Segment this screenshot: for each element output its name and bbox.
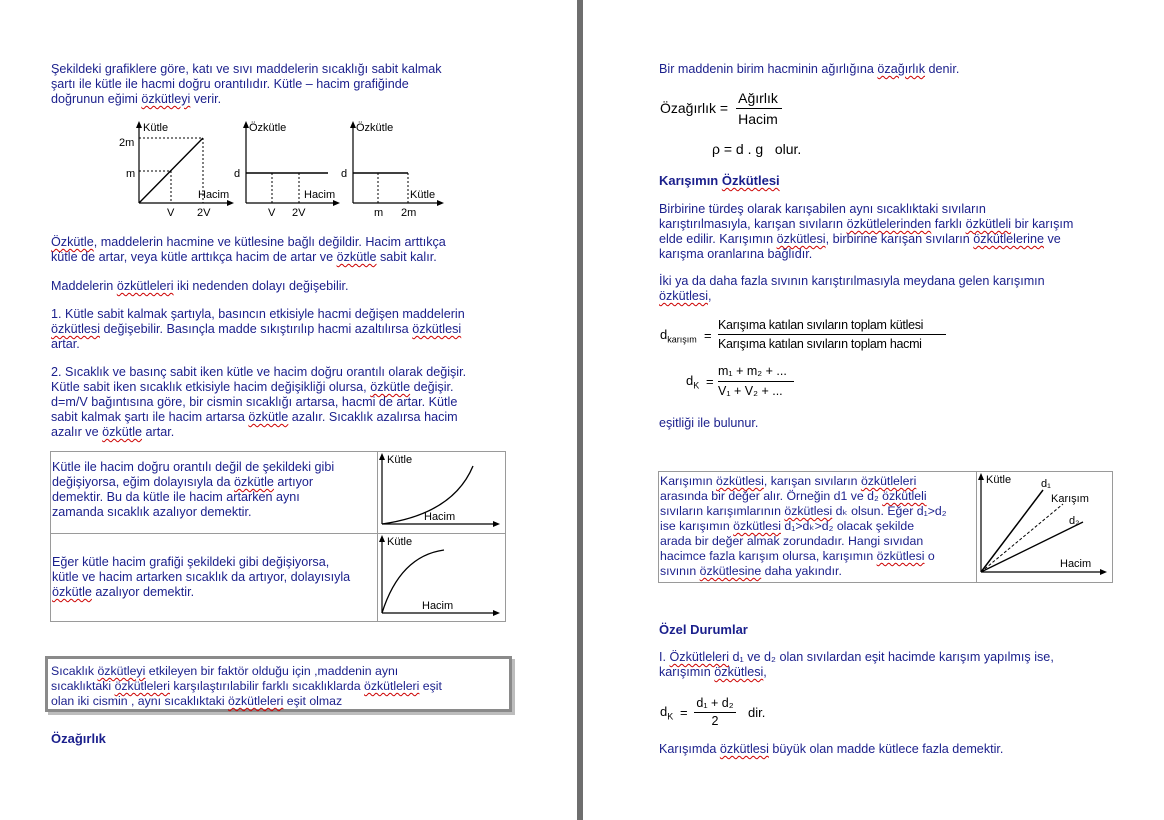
final-statement: Karışımda özkütlesi büyük olan madde kütlece fazla demektir.	[659, 742, 1004, 756]
graph1-ylabel: Kütle	[143, 122, 169, 134]
graph-density-mass	[341, 121, 444, 219]
concave-down-graph	[378, 534, 504, 616]
graph3-ylabel: Özkütle	[356, 122, 394, 134]
curve-table-cell-1: Kütle ile hacim doğru orantılı değil de şekildeki gibi değişiyorsa, eğim dolayısıyla da özkütle artıyor demektir. Bu da kütle ile hacim artarken aynı zamanda sıcaklık azalıyor demektir.	[51, 452, 378, 534]
special-case-1: I. Özkütleleri d₁ ve d₂ olan sıvılardan eşit hacimde karışım yapılmış ise, karışımın özkütlesi,	[659, 650, 1054, 679]
svg-text:Hacim: Hacim	[424, 511, 456, 523]
formula-rho: ρ = d . g olur.	[712, 141, 802, 157]
svg-text:2V: 2V	[197, 207, 211, 219]
mixture-table-graph	[977, 472, 1113, 583]
mixture-density-intro: İki ya da daha fazla sıvının karıştırılmasıyla meydana gelen karışımın özkütlesi,	[659, 274, 1045, 303]
svg-text:2m: 2m	[401, 207, 417, 219]
found-by-equation: eşitliği ile bulunur.	[659, 416, 759, 430]
left-page	[0, 0, 574, 820]
right-page: Bir maddenin birim hacminin ağırlığına özağırlık denir. Özağırlık = Ağırlık Hacim ρ = d . g olur. Karışımın Özkütlesi Birbirine türdeş olarak karışabilen aynı sıcaklıktaki sıvıların karıştırılmasıyla, karışan sıvıların özkütlelerinden farklı özkütleli bir karışım elde edilir. Karışımın özkütlesi, birbirine karışan sıvıların özkütlelerine ve karışma oranlarına bağlıdır. İki ya da daha fazla sıvının karıştırılmasıyla meydana gelen karışımın özkütlesi, $d_{karışım}$ = Karışıma katılan sıvıların toplam kütlesi Karışıma katılan sıvıların toplam hacmi $d_K$ = m₁ + m₂ + ... V₁ + V₂ + ... eşitliği ile bulunur. Karışımın özkütlesi, karışan sıvıların özkütleleri arasında bir değer alır. Örneğin d1 ve d₂ özkütleli sıvıların karışımlarının özkütlesi dₖ olsun. Eğer d₁>d₂ ise karışımın özkütlesi d₁>dₖ>d₂ olacak şekilde arada bir değer almak zorundadır. Hangi sıvıdan hacimce fazla karışım olursa, karışımın özkütlesi o sıvının özkütlesine daha yakındır. Kütle d₁ Karışım d₂ Hacim Özel Durumlar I. Özkütleleri d₁ ve d₂ olan sıvılardan eşit hacimde karışım yapılmış ise, karışımın özkütlesi, $d_K$ = d₁ + d₂ 2 dir. Karışımda özkütlesi büyük olan madde kütlece fazla demektir.	[588, 0, 1164, 820]
concave-up-graph	[378, 452, 504, 528]
paragraph-reason-2: 2. Sıcaklık ve basınç sabit iken kütle ve hacim doğru orantılı olarak değişir. Kütle sabit iken sıcaklık etkisiyle hacim değişikliği olursa, özkütle değişir. d=m/V bağıntısına göre, bir cismin sıcaklığı artarsa, hacmi de artar. Kütle sabit kalmak şartı ile hacim artarsa özkütle azalır. Sıcaklık azalırsa hacim azalır ve özkütle artar.	[51, 365, 467, 439]
heading-specific-weight: Özağırlık	[51, 731, 106, 746]
curve-table-graph-2	[378, 534, 506, 622]
svg-text:d: d	[341, 168, 348, 180]
svg-text:Hacim: Hacim	[422, 600, 454, 612]
heading-mixture-density: Karışımın Özkütlesi	[659, 173, 780, 188]
svg-text:Hacim: Hacim	[1060, 558, 1092, 570]
curve-table-graph-1	[378, 452, 506, 534]
page-gutter	[574, 0, 588, 820]
svg-text:Kütle: Kütle	[387, 536, 413, 548]
svg-text:d₁: d₁	[1041, 478, 1051, 490]
mixture-table-text: Karışımın özkütlesi, karışan sıvıların özkütleleri arasında bir değer alır. Örneğin d1 ve d₂ özkütleli sıvıların karışımlarının özkütlesi dₖ olsun. Eğer d₁>d₂ ise karışımın özkütlesi d₁>dₖ>d₂ olacak şekilde arada bir değer almak zorundadır. Hangi sıvıdan hacimce fazla karışım olursa, karışımın özkütlesi o sıvının özkütlesine daha yakındır.	[659, 472, 977, 583]
svg-text:2V: 2V	[292, 207, 306, 219]
graph-mass-volume	[119, 121, 234, 219]
heading-special-cases: Özel Durumlar	[659, 622, 748, 637]
svg-text:V: V	[167, 207, 175, 219]
graph-density-volume	[234, 121, 340, 219]
svg-text:2m: 2m	[119, 137, 135, 149]
density-graphs	[110, 118, 450, 222]
svg-text:d₂: d₂	[1069, 515, 1080, 527]
svg-text:Kütle: Kütle	[986, 474, 1012, 486]
curve-table-cell-2: Eğer kütle hacim grafiği şekildeki gibi değişiyorsa, kütle ve hacim artarken sıcaklık da artıyor, dolayısıyla özkütle azalıyor demektir.	[51, 534, 378, 622]
intro-paragraph: Şekildeki grafiklere göre, katı ve sıvı maddelerin sıcaklığı sabit kalmak şartı ile kütle ile hacmi doğru orantılıdır. Kütle – hacim grafiğinde doğrunun eğimi özkütleyi verir.	[51, 62, 442, 106]
paragraph-two-reasons: Maddelerin özkütleleri iki nedenden dolayı değişebilir.	[51, 279, 349, 293]
svg-text:Kütle: Kütle	[387, 454, 413, 466]
temperature-note-box: Sıcaklık özkütleyi etkileyen bir faktör olduğu için ,maddenin aynı sıcaklıktaki özkütleleri karşılaştırılabilir farklı sıcaklıklarda özkütleleri eşit olan iki cismin , aynı sıcaklıktaki özkütleleri eşit olmaz	[45, 656, 512, 712]
mixture-graph	[977, 472, 1111, 577]
paragraph-independence: Özkütle, maddelerin hacmine ve kütlesine bağlı değildir. Hacim arttıkça kütle de artar, veya kütle arttıkça hacim de artar ve özkütle sabit kalır.	[51, 235, 446, 264]
svg-text:m: m	[126, 168, 136, 180]
mixture-table	[658, 471, 1113, 583]
specific-weight-definition: Bir maddenin birim hacminin ağırlığına özağırlık denir.	[659, 62, 960, 76]
mixture-paragraph: Birbirine türdeş olarak karışabilen aynı sıcaklıktaki sıvıların karıştırılmasıyla, karışan sıvıların özkütlelerinden farklı özkütleli bir karışım elde edilir. Karışımın özkütlesi, birbirine karışan sıvıların özkütlelerine ve karışma oranlarına bağlıdır.	[659, 202, 1074, 261]
graph1-xlabel: Hacim	[198, 189, 230, 201]
paragraph-reason-1: 1. Kütle sabit kalmak şartıyla, basıncın etkisiyle hacmi değişen maddelerin özkütlesi değişebilir. Basınçla madde sıkıştırılıp hacmi azaltılırsa özkütlesi artar.	[51, 307, 465, 351]
svg-text:Karışım: Karışım	[1051, 493, 1089, 505]
graph3-xlabel: Kütle	[410, 189, 436, 201]
svg-text:d: d	[234, 168, 241, 180]
graph2-xlabel: Hacim	[304, 189, 336, 201]
svg-text:V: V	[268, 207, 276, 219]
curve-table	[50, 451, 506, 622]
svg-text:m: m	[374, 207, 384, 219]
graph2-ylabel: Özkütle	[249, 122, 287, 134]
